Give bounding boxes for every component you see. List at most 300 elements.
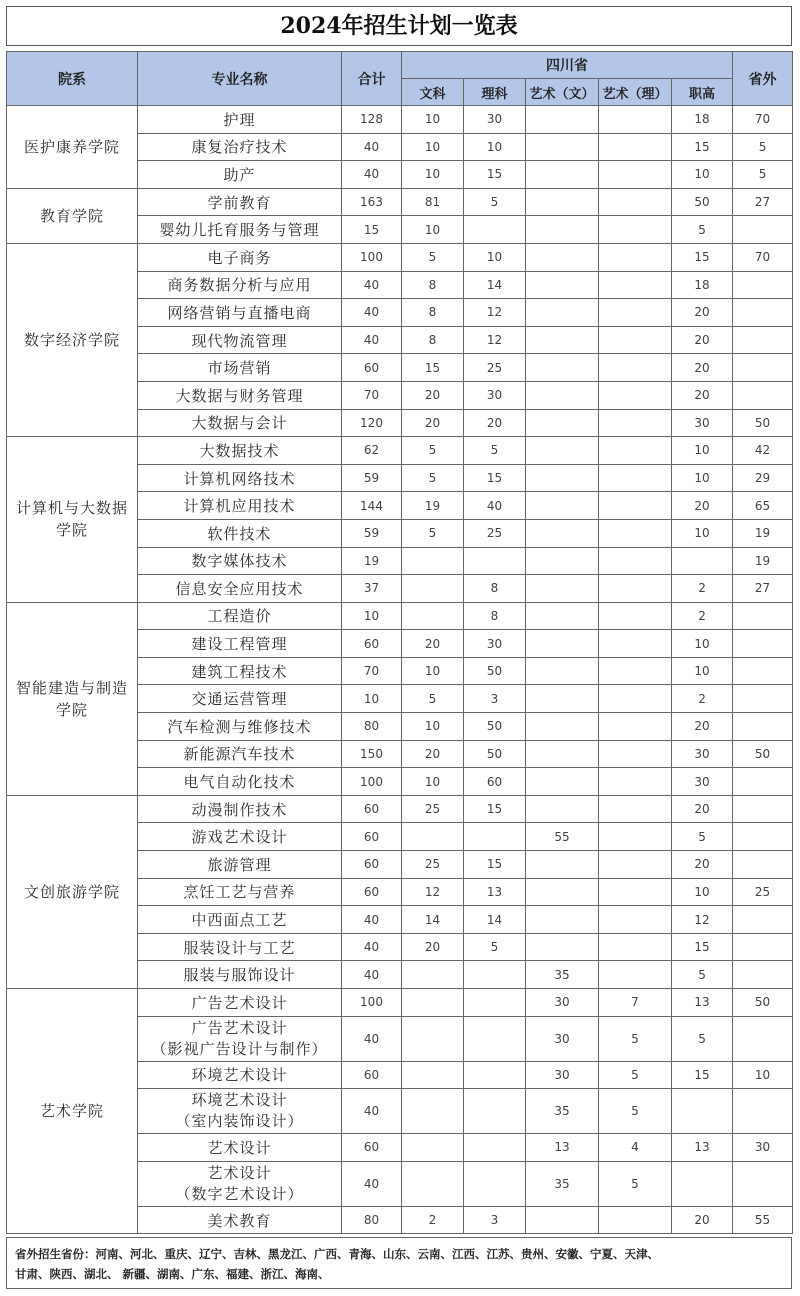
total-cell: 80 bbox=[342, 713, 402, 741]
zhigao-cell: 20 bbox=[672, 795, 733, 823]
shengwai-cell: 10 bbox=[733, 1061, 793, 1089]
like-cell: 5 bbox=[464, 933, 526, 961]
major-cell: 计算机网络技术 bbox=[138, 464, 342, 492]
yishu-li-cell bbox=[599, 906, 672, 934]
total-cell: 60 bbox=[342, 795, 402, 823]
dept-line: 学院 bbox=[55, 521, 88, 540]
header-zhigao: 职高 bbox=[672, 79, 733, 106]
yishu-li-cell bbox=[599, 188, 672, 216]
total-cell: 59 bbox=[342, 464, 402, 492]
like-cell: 3 bbox=[464, 685, 526, 713]
total-cell: 40 bbox=[342, 961, 402, 989]
wenke-cell bbox=[402, 989, 464, 1017]
wenke-cell: 5 bbox=[402, 464, 464, 492]
total-cell: 40 bbox=[342, 1161, 402, 1206]
like-cell: 40 bbox=[464, 492, 526, 520]
wenke-cell: 20 bbox=[402, 630, 464, 658]
total-cell: 60 bbox=[342, 851, 402, 879]
yishu-wen-cell bbox=[526, 630, 599, 658]
zhigao-cell: 15 bbox=[672, 243, 733, 271]
shengwai-cell bbox=[733, 1016, 793, 1061]
table-row bbox=[7, 188, 793, 216]
total-cell: 10 bbox=[342, 602, 402, 630]
like-cell: 8 bbox=[464, 602, 526, 630]
total-cell: 60 bbox=[342, 878, 402, 906]
shengwai-cell: 65 bbox=[733, 492, 793, 520]
major-cell: 电气自动化技术 bbox=[138, 768, 342, 796]
shengwai-cell bbox=[733, 326, 793, 354]
major-cell: 护理 bbox=[138, 106, 342, 134]
zhigao-cell: 10 bbox=[672, 161, 733, 189]
shengwai-cell bbox=[733, 216, 793, 244]
zhigao-cell: 10 bbox=[672, 519, 733, 547]
total-cell: 60 bbox=[342, 1134, 402, 1162]
shengwai-cell: 5 bbox=[733, 133, 793, 161]
like-cell: 25 bbox=[464, 519, 526, 547]
header-like: 理科 bbox=[464, 79, 526, 106]
total-cell: 40 bbox=[342, 161, 402, 189]
like-cell: 15 bbox=[464, 161, 526, 189]
shengwai-cell: 70 bbox=[733, 243, 793, 271]
zhigao-cell: 2 bbox=[672, 685, 733, 713]
table-row bbox=[7, 602, 793, 630]
major-cell: 游戏艺术设计 bbox=[138, 823, 342, 851]
wenke-cell: 20 bbox=[402, 409, 464, 437]
shengwai-cell bbox=[733, 933, 793, 961]
yishu-li-cell bbox=[599, 657, 672, 685]
wenke-cell: 8 bbox=[402, 271, 464, 299]
like-cell: 50 bbox=[464, 657, 526, 685]
major-cell: 软件技术 bbox=[138, 519, 342, 547]
major-cell: 美术教育 bbox=[138, 1206, 342, 1234]
yishu-wen-cell bbox=[526, 299, 599, 327]
yishu-wen-cell: 55 bbox=[526, 823, 599, 851]
major-cell: 环境艺术设计 bbox=[138, 1061, 342, 1089]
zhigao-cell: 18 bbox=[672, 271, 733, 299]
major-cell: 旅游管理 bbox=[138, 851, 342, 879]
yishu-li-cell: 5 bbox=[599, 1016, 672, 1061]
like-cell: 10 bbox=[464, 133, 526, 161]
wenke-cell: 10 bbox=[402, 768, 464, 796]
zhigao-cell: 5 bbox=[672, 216, 733, 244]
wenke-cell: 10 bbox=[402, 216, 464, 244]
zhigao-cell: 10 bbox=[672, 630, 733, 658]
zhigao-cell: 5 bbox=[672, 823, 733, 851]
wenke-cell: 81 bbox=[402, 188, 464, 216]
yishu-wen-cell: 30 bbox=[526, 1061, 599, 1089]
zhigao-cell: 20 bbox=[672, 381, 733, 409]
zhigao-cell: 2 bbox=[672, 602, 733, 630]
shengwai-cell bbox=[733, 851, 793, 879]
total-cell: 70 bbox=[342, 381, 402, 409]
wenke-cell: 8 bbox=[402, 299, 464, 327]
like-cell bbox=[464, 989, 526, 1017]
total-cell: 40 bbox=[342, 271, 402, 299]
shengwai-cell bbox=[733, 354, 793, 382]
zhigao-cell: 15 bbox=[672, 1061, 733, 1089]
yishu-li-cell bbox=[599, 768, 672, 796]
total-cell: 40 bbox=[342, 326, 402, 354]
like-cell bbox=[464, 823, 526, 851]
header-dept: 院系 bbox=[7, 52, 138, 106]
yishu-li-cell: 5 bbox=[599, 1161, 672, 1206]
yishu-li-cell: 5 bbox=[599, 1089, 672, 1134]
wenke-cell bbox=[402, 1061, 464, 1089]
header-wenke: 文科 bbox=[402, 79, 464, 106]
yishu-li-cell bbox=[599, 437, 672, 465]
wenke-cell: 8 bbox=[402, 326, 464, 354]
total-cell: 15 bbox=[342, 216, 402, 244]
yishu-wen-cell bbox=[526, 685, 599, 713]
wenke-cell: 20 bbox=[402, 933, 464, 961]
wenke-cell: 5 bbox=[402, 519, 464, 547]
major-cell: 康复治疗技术 bbox=[138, 133, 342, 161]
zhigao-cell: 13 bbox=[672, 989, 733, 1017]
major-cell: 大数据技术 bbox=[138, 437, 342, 465]
shengwai-cell: 70 bbox=[733, 106, 793, 134]
table-row bbox=[7, 989, 793, 1017]
wenke-cell: 19 bbox=[402, 492, 464, 520]
zhigao-cell: 15 bbox=[672, 133, 733, 161]
like-cell: 60 bbox=[464, 768, 526, 796]
like-cell: 30 bbox=[464, 630, 526, 658]
shengwai-cell bbox=[733, 1161, 793, 1206]
yishu-li-cell bbox=[599, 216, 672, 244]
major-cell: 学前教育 bbox=[138, 188, 342, 216]
major-subline: （室内装饰设计） bbox=[175, 1112, 304, 1131]
wenke-cell bbox=[402, 1089, 464, 1134]
major-cell: 烹饪工艺与营养 bbox=[138, 878, 342, 906]
like-cell bbox=[464, 1089, 526, 1134]
major-cell: 现代物流管理 bbox=[138, 326, 342, 354]
major-cell: 建筑工程技术 bbox=[138, 657, 342, 685]
yishu-wen-cell: 30 bbox=[526, 989, 599, 1017]
dept-cell: 艺术学院 bbox=[7, 989, 138, 1234]
total-cell: 150 bbox=[342, 740, 402, 768]
shengwai-cell: 25 bbox=[733, 878, 793, 906]
shengwai-cell: 30 bbox=[733, 1134, 793, 1162]
like-cell: 15 bbox=[464, 795, 526, 823]
major-line: 环境艺术设计 bbox=[191, 1091, 288, 1110]
wenke-cell: 2 bbox=[402, 1206, 464, 1234]
major-cell: 计算机应用技术 bbox=[138, 492, 342, 520]
like-cell bbox=[464, 547, 526, 575]
wenke-cell bbox=[402, 547, 464, 575]
yishu-li-cell bbox=[599, 713, 672, 741]
footer-line-1: 省外招生省份：河南、河北、重庆、辽宁、吉林、黑龙江、广西、青海、山东、云南、江西、江苏、贵州、安徽、宁夏、天津、 bbox=[15, 1247, 659, 1261]
shengwai-cell bbox=[733, 685, 793, 713]
zhigao-cell: 10 bbox=[672, 878, 733, 906]
yishu-li-cell bbox=[599, 851, 672, 879]
major-cell: 建设工程管理 bbox=[138, 630, 342, 658]
wenke-cell bbox=[402, 823, 464, 851]
wenke-cell: 20 bbox=[402, 381, 464, 409]
zhigao-cell: 50 bbox=[672, 188, 733, 216]
dept-cell bbox=[7, 437, 138, 603]
major-subline: （影视广告设计与制作） bbox=[151, 1039, 328, 1058]
shengwai-cell: 50 bbox=[733, 989, 793, 1017]
yishu-li-cell: 5 bbox=[599, 1061, 672, 1089]
yishu-li-cell bbox=[599, 575, 672, 603]
total-cell: 60 bbox=[342, 823, 402, 851]
footer-line-2: 甘肃、陕西、湖北、 新疆、湖南、广东、福建、浙江、海南、 bbox=[15, 1267, 330, 1281]
zhigao-cell: 10 bbox=[672, 464, 733, 492]
major-cell bbox=[138, 1161, 342, 1206]
zhigao-cell: 20 bbox=[672, 851, 733, 879]
like-cell bbox=[464, 216, 526, 244]
shengwai-cell bbox=[733, 713, 793, 741]
major-cell: 数字媒体技术 bbox=[138, 547, 342, 575]
yishu-wen-cell bbox=[526, 354, 599, 382]
major-cell: 服装设计与工艺 bbox=[138, 933, 342, 961]
yishu-wen-cell bbox=[526, 188, 599, 216]
yishu-wen-cell bbox=[526, 106, 599, 134]
major-subline: （数字艺术设计） bbox=[175, 1184, 304, 1203]
yishu-li-cell bbox=[599, 685, 672, 713]
yishu-wen-cell bbox=[526, 713, 599, 741]
yishu-li-cell bbox=[599, 602, 672, 630]
wenke-cell bbox=[402, 575, 464, 603]
dept-cell: 教育学院 bbox=[7, 188, 138, 243]
total-cell: 70 bbox=[342, 657, 402, 685]
shengwai-cell: 27 bbox=[733, 575, 793, 603]
like-cell: 30 bbox=[464, 381, 526, 409]
zhigao-cell: 5 bbox=[672, 961, 733, 989]
like-cell: 50 bbox=[464, 740, 526, 768]
total-cell: 40 bbox=[342, 133, 402, 161]
yishu-li-cell bbox=[599, 933, 672, 961]
yishu-wen-cell bbox=[526, 271, 599, 299]
shengwai-cell: 29 bbox=[733, 464, 793, 492]
wenke-cell bbox=[402, 602, 464, 630]
total-cell: 37 bbox=[342, 575, 402, 603]
yishu-li-cell bbox=[599, 326, 672, 354]
table-row bbox=[7, 106, 793, 134]
wenke-cell bbox=[402, 961, 464, 989]
major-cell: 服装与服饰设计 bbox=[138, 961, 342, 989]
total-cell: 40 bbox=[342, 933, 402, 961]
shengwai-cell: 5 bbox=[733, 161, 793, 189]
major-cell bbox=[138, 1089, 342, 1134]
shengwai-cell: 42 bbox=[733, 437, 793, 465]
like-cell: 25 bbox=[464, 354, 526, 382]
wenke-cell: 5 bbox=[402, 437, 464, 465]
shengwai-cell bbox=[733, 299, 793, 327]
yishu-li-cell: 4 bbox=[599, 1134, 672, 1162]
like-cell: 5 bbox=[464, 437, 526, 465]
page-title: 2024年招生计划一览表 bbox=[6, 6, 792, 46]
zhigao-cell: 20 bbox=[672, 492, 733, 520]
like-cell bbox=[464, 961, 526, 989]
wenke-cell: 12 bbox=[402, 878, 464, 906]
yishu-li-cell bbox=[599, 381, 672, 409]
shengwai-cell bbox=[733, 823, 793, 851]
zhigao-cell: 20 bbox=[672, 713, 733, 741]
shengwai-cell bbox=[733, 630, 793, 658]
table-body bbox=[7, 106, 793, 1234]
major-cell: 新能源汽车技术 bbox=[138, 740, 342, 768]
like-cell bbox=[464, 1134, 526, 1162]
yishu-wen-cell bbox=[526, 795, 599, 823]
table-row bbox=[7, 243, 793, 271]
yishu-li-cell bbox=[599, 133, 672, 161]
zhigao-cell: 30 bbox=[672, 740, 733, 768]
major-cell: 助产 bbox=[138, 161, 342, 189]
yishu-wen-cell bbox=[526, 133, 599, 161]
major-cell: 艺术设计 bbox=[138, 1134, 342, 1162]
shengwai-cell: 50 bbox=[733, 740, 793, 768]
wenke-cell: 10 bbox=[402, 133, 464, 161]
yishu-li-cell bbox=[599, 492, 672, 520]
yishu-li-cell bbox=[599, 630, 672, 658]
major-line: 广告艺术设计 bbox=[191, 1018, 288, 1037]
wenke-cell: 10 bbox=[402, 657, 464, 685]
table-row bbox=[7, 437, 793, 465]
zhigao-cell: 15 bbox=[672, 933, 733, 961]
shengwai-cell: 19 bbox=[733, 547, 793, 575]
total-cell: 128 bbox=[342, 106, 402, 134]
zhigao-cell: 10 bbox=[672, 437, 733, 465]
shengwai-cell bbox=[733, 381, 793, 409]
major-cell: 网络营销与直播电商 bbox=[138, 299, 342, 327]
total-cell: 120 bbox=[342, 409, 402, 437]
shengwai-cell bbox=[733, 271, 793, 299]
wenke-cell bbox=[402, 1161, 464, 1206]
total-cell: 144 bbox=[342, 492, 402, 520]
yishu-li-cell bbox=[599, 409, 672, 437]
major-cell: 市场营销 bbox=[138, 354, 342, 382]
like-cell: 15 bbox=[464, 851, 526, 879]
yishu-wen-cell bbox=[526, 547, 599, 575]
yishu-wen-cell bbox=[526, 161, 599, 189]
like-cell: 5 bbox=[464, 188, 526, 216]
table-row bbox=[7, 795, 793, 823]
like-cell: 15 bbox=[464, 464, 526, 492]
total-cell: 60 bbox=[342, 354, 402, 382]
total-cell: 40 bbox=[342, 906, 402, 934]
yishu-wen-cell bbox=[526, 437, 599, 465]
like-cell: 50 bbox=[464, 713, 526, 741]
major-cell bbox=[138, 1016, 342, 1061]
total-cell: 60 bbox=[342, 1061, 402, 1089]
yishu-wen-cell bbox=[526, 1206, 599, 1234]
yishu-wen-cell: 35 bbox=[526, 961, 599, 989]
shengwai-cell: 55 bbox=[733, 1206, 793, 1234]
like-cell: 13 bbox=[464, 878, 526, 906]
major-cell: 电子商务 bbox=[138, 243, 342, 271]
yishu-wen-cell bbox=[526, 519, 599, 547]
shengwai-cell: 27 bbox=[733, 188, 793, 216]
yishu-wen-cell: 13 bbox=[526, 1134, 599, 1162]
total-cell: 19 bbox=[342, 547, 402, 575]
wenke-cell bbox=[402, 1134, 464, 1162]
major-cell: 交通运营管理 bbox=[138, 685, 342, 713]
header-yishu-li: 艺术（理） bbox=[599, 79, 672, 106]
like-cell: 30 bbox=[464, 106, 526, 134]
shengwai-cell bbox=[733, 657, 793, 685]
wenke-cell: 25 bbox=[402, 795, 464, 823]
yishu-li-cell bbox=[599, 243, 672, 271]
like-cell: 12 bbox=[464, 299, 526, 327]
yishu-wen-cell: 35 bbox=[526, 1089, 599, 1134]
wenke-cell bbox=[402, 1016, 464, 1061]
wenke-cell: 25 bbox=[402, 851, 464, 879]
yishu-li-cell bbox=[599, 823, 672, 851]
yishu-li-cell bbox=[599, 795, 672, 823]
yishu-wen-cell: 30 bbox=[526, 1016, 599, 1061]
header-shengwai: 省外 bbox=[733, 52, 793, 106]
major-cell: 汽车检测与维修技术 bbox=[138, 713, 342, 741]
yishu-wen-cell bbox=[526, 464, 599, 492]
yishu-li-cell bbox=[599, 740, 672, 768]
yishu-wen-cell bbox=[526, 768, 599, 796]
major-line: 艺术设计 bbox=[207, 1163, 272, 1182]
shengwai-cell bbox=[733, 602, 793, 630]
yishu-li-cell bbox=[599, 354, 672, 382]
zhigao-cell: 20 bbox=[672, 1206, 733, 1234]
like-cell bbox=[464, 1061, 526, 1089]
zhigao-cell: 10 bbox=[672, 657, 733, 685]
yishu-wen-cell bbox=[526, 326, 599, 354]
wenke-cell: 10 bbox=[402, 713, 464, 741]
shengwai-cell bbox=[733, 961, 793, 989]
like-cell: 10 bbox=[464, 243, 526, 271]
yishu-li-cell bbox=[599, 878, 672, 906]
dept-cell: 数字经济学院 bbox=[7, 243, 138, 436]
yishu-li-cell bbox=[599, 547, 672, 575]
major-cell: 信息安全应用技术 bbox=[138, 575, 342, 603]
dept-cell bbox=[7, 602, 138, 795]
major-cell: 婴幼儿托育服务与管理 bbox=[138, 216, 342, 244]
yishu-li-cell bbox=[599, 961, 672, 989]
yishu-wen-cell bbox=[526, 409, 599, 437]
shengwai-cell bbox=[733, 795, 793, 823]
total-cell: 59 bbox=[342, 519, 402, 547]
zhigao-cell: 20 bbox=[672, 354, 733, 382]
total-cell: 100 bbox=[342, 989, 402, 1017]
zhigao-cell: 2 bbox=[672, 575, 733, 603]
major-cell: 广告艺术设计 bbox=[138, 989, 342, 1017]
yishu-wen-cell bbox=[526, 381, 599, 409]
major-cell: 大数据与财务管理 bbox=[138, 381, 342, 409]
yishu-wen-cell bbox=[526, 602, 599, 630]
shengwai-cell bbox=[733, 768, 793, 796]
like-cell: 14 bbox=[464, 906, 526, 934]
total-cell: 40 bbox=[342, 1089, 402, 1134]
header-sichuan: 四川省 bbox=[402, 52, 733, 79]
like-cell: 3 bbox=[464, 1206, 526, 1234]
major-cell: 工程造价 bbox=[138, 602, 342, 630]
yishu-li-cell bbox=[599, 519, 672, 547]
zhigao-cell: 30 bbox=[672, 768, 733, 796]
yishu-wen-cell bbox=[526, 906, 599, 934]
zhigao-cell bbox=[672, 1089, 733, 1134]
wenke-cell: 5 bbox=[402, 243, 464, 271]
zhigao-cell: 20 bbox=[672, 299, 733, 327]
yishu-li-cell bbox=[599, 161, 672, 189]
total-cell: 10 bbox=[342, 685, 402, 713]
wenke-cell: 14 bbox=[402, 906, 464, 934]
like-cell bbox=[464, 1016, 526, 1061]
wenke-cell: 10 bbox=[402, 106, 464, 134]
yishu-li-cell bbox=[599, 299, 672, 327]
yishu-li-cell bbox=[599, 464, 672, 492]
total-cell: 60 bbox=[342, 630, 402, 658]
yishu-wen-cell bbox=[526, 657, 599, 685]
yishu-li-cell: 7 bbox=[599, 989, 672, 1017]
major-cell: 商务数据分析与应用 bbox=[138, 271, 342, 299]
shengwai-cell bbox=[733, 1089, 793, 1134]
